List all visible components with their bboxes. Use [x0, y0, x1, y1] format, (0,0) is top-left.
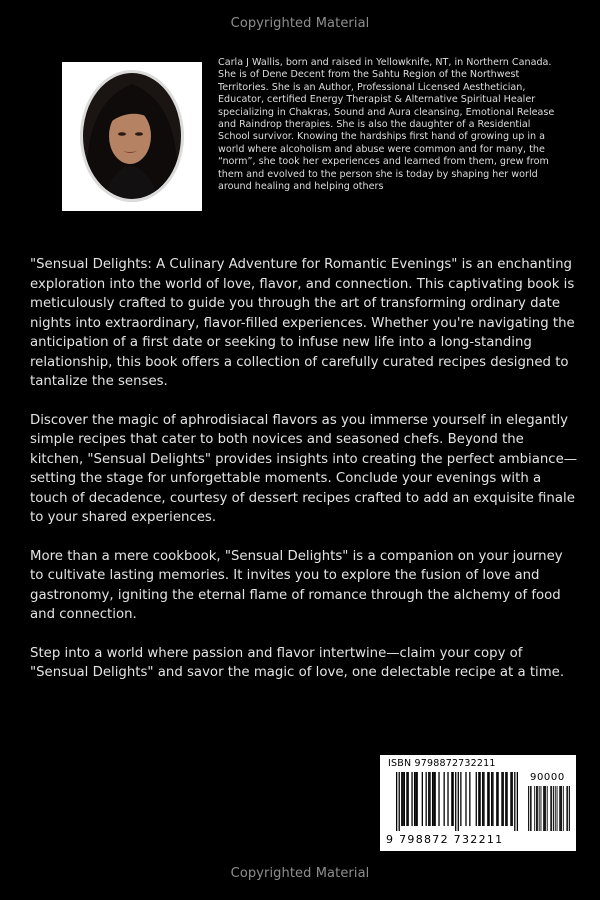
barcode-bar	[491, 772, 492, 826]
isbn-label: ISBN 9798872732211	[388, 758, 496, 769]
barcode-bar	[453, 772, 454, 826]
barcode-addon-bar	[547, 786, 548, 831]
barcode-bar	[414, 772, 415, 826]
description-paragraph-4: Step into a world where passion and flavor intertwine—claim your copy of "Sensual Delights" and savor the magic of love, one delectable recipe at a time.	[30, 645, 565, 680]
book-description	[30, 255, 578, 702]
barcode-addon-bar	[528, 786, 529, 831]
barcode-bar	[438, 772, 439, 826]
barcode-bar	[501, 772, 502, 826]
barcode-bar	[451, 772, 452, 826]
barcode-bar	[435, 772, 436, 826]
barcode-addon-bar	[557, 786, 558, 831]
barcode-addon-bar	[569, 786, 570, 831]
description-paragraph-2: Discover the magic of aphrodisiacal flavors as you immerse yourself in elegantly simple recipes that cater to both novices and seasoned chefs. Beyond the kitchen, "Sensual Delights" provides insights into creating the perfect ambiance—setting the stage for unforgettable moments. Conclude your evenings with a touch of decadence, courtesy of dessert recipes crafted to add an exquisite finale to your shared experiences.	[30, 412, 578, 525]
watermark-top: Copyrighted Material	[230, 16, 370, 31]
barcode-bar	[510, 772, 511, 826]
barcode-bar	[512, 772, 513, 826]
barcode-bar	[417, 772, 418, 826]
barcode-number: 9 798872 732211	[386, 833, 504, 846]
barcode-addon-bar	[550, 786, 551, 831]
barcode-bar	[465, 772, 466, 826]
barcode-bar	[396, 772, 397, 831]
barcode-addon-bars	[528, 786, 570, 831]
barcode-bar	[514, 772, 515, 831]
watermark-bottom: Copyrighted Material	[230, 866, 370, 881]
barcode-bar	[476, 772, 477, 826]
author-portrait-icon	[62, 62, 202, 211]
barcode-addon-bar	[559, 786, 560, 831]
barcode-bar	[422, 772, 423, 826]
barcode-bar	[517, 772, 518, 831]
barcode-bar	[505, 772, 506, 826]
barcode-bar	[399, 772, 400, 831]
barcode-addon-bar	[544, 786, 545, 831]
barcode-addon-bar	[534, 786, 535, 831]
barcode-addon-bar	[545, 786, 546, 831]
barcode-bar	[455, 772, 456, 831]
author-photo	[62, 62, 202, 211]
barcode-bar	[432, 772, 433, 826]
barcode-bar	[487, 772, 488, 826]
barcode-addon-bar	[566, 786, 567, 831]
barcode-bar	[406, 772, 407, 826]
barcode-addon-bar	[537, 786, 538, 831]
barcode-bar	[433, 772, 434, 826]
barcode-addon-bar	[563, 786, 564, 831]
barcode-bar	[429, 772, 430, 826]
barcode-bar	[426, 772, 427, 826]
barcode-addon-bar	[551, 786, 552, 831]
barcode-bar	[458, 772, 459, 831]
barcode-bar	[411, 772, 412, 826]
barcode-bar	[404, 772, 405, 826]
description-paragraph-1: "Sensual Delights: A Culinary Adventure for Romantic Evenings" is an enchanting exploration into the world of love, flavor, and connection. This captivating book is meticulously crafted to guide you through the art of transforming ordinary date nights into extraordinary, flavor-filled experiences. Whether you're navigating the anticipation of a first date or seeking to infuse new life into a long-standing relationship, this book offers a collection of carefully curated recipes designed to tantalize the senses.	[30, 257, 575, 389]
author-bio: Carla J Wallis, born and raised in Yellowknife, NT, in Northern Canada. She is of Dene Decent from the Sahtu Region of the Northwest Territories. She is an Author, Professional Licensed Aesthetician, Educator, certified Energy Therapist & Alternative Spiritual Healer specializing in Chakras, Sound and Aura cleansing, Emotional Release and Raindrop therapies. She is also the daughter of a Residential School survivor. Knowing the hardships first hand of growing up in a world where alcoholism and abuse were common and for many, the “norm”, she took her experiences and learned from them, grew from them and evolved to the person she is today by shaping her world around healing and helping others	[218, 57, 555, 193]
barcode-bar	[408, 772, 409, 826]
barcode-addon-bar	[531, 786, 532, 831]
barcode-bar	[483, 772, 484, 826]
description-paragraph-3: More than a mere cookbook, "Sensual Delights" is a companion on your journey to cultivate lasting memories. It invites you to explore the fusion of love and gastronomy, igniting the eternal flame of romance through the alchemy of food and connection.	[30, 548, 563, 622]
barcode-bar	[460, 772, 461, 826]
barcode-addon-bar	[541, 786, 542, 831]
barcode-bar	[415, 772, 416, 826]
barcode-addon-bar	[539, 786, 540, 831]
barcode-bar	[503, 772, 504, 826]
barcode-addon-bar	[553, 786, 554, 831]
barcode-bar	[428, 772, 429, 826]
barcode-bar	[402, 772, 403, 826]
barcode-bar	[488, 772, 489, 826]
barcode-addon-bar	[530, 786, 531, 831]
barcode-bar	[478, 772, 479, 826]
barcode-addon-bar	[561, 786, 562, 831]
barcode-bar	[482, 772, 483, 826]
barcode-main-bars	[396, 772, 518, 831]
barcode-addon-bar	[536, 786, 537, 831]
price-code: 90000	[530, 772, 565, 783]
isbn-barcode	[380, 755, 576, 851]
barcode-addon-bar	[555, 786, 556, 831]
barcode-addon-bar	[560, 786, 561, 831]
barcode-bar	[401, 772, 402, 826]
barcode-bar	[496, 772, 497, 826]
barcode-bar	[469, 772, 470, 826]
barcode-addon-bar	[543, 786, 544, 831]
barcode-bar	[479, 772, 480, 826]
barcode-addon-bar	[567, 786, 568, 831]
barcode-bar	[492, 772, 493, 826]
barcode-bar	[497, 772, 498, 826]
barcode-bar	[447, 772, 448, 826]
barcode-bar	[444, 772, 445, 826]
barcode-bar	[506, 772, 507, 826]
